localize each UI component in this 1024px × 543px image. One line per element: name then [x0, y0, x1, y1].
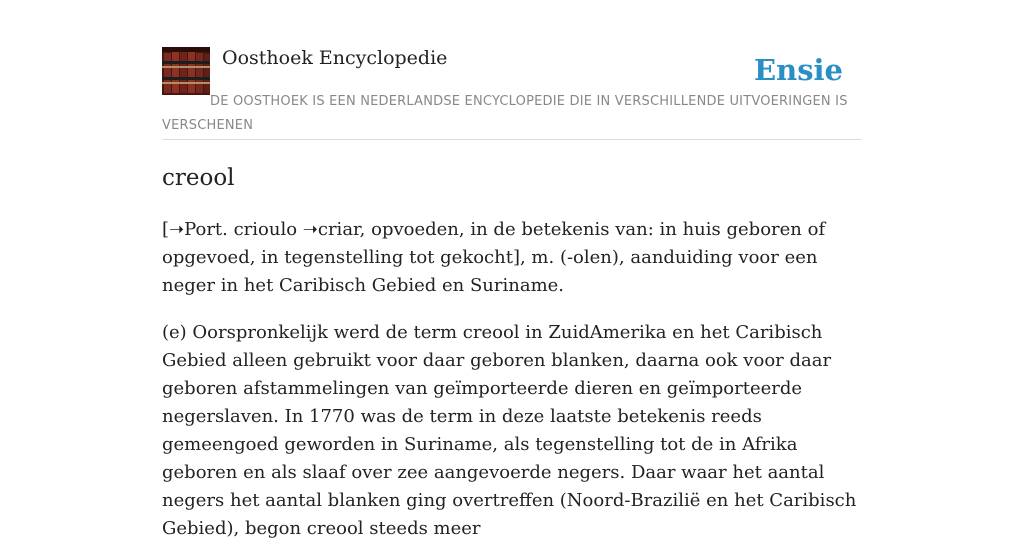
- article-paragraph: (e) Oorspronkelijk werd de term creool in ZuidAmerika en het Caribisch Gebied alleen gebruikt voor daar geboren blanken, daarna ook voor daar geboren afstammelingen van geïmporteerde dieren en geïmporteerde negerslaven. In 1770 was de term in deze laatste betekenis reeds gemeengoed geworden in Suriname, als tegenstelling tot de in Afrika geboren en als slaaf over zee aangevoerde negers. Daar waar het aantal negers het aantal blanken ging overtreffen (Noord-Brazilië en het Caribisch Gebied), begon creool steeds meer: [162, 322, 857, 539]
- article-title: creool: [162, 165, 235, 191]
- site-avatar[interactable]: [162, 47, 210, 95]
- article-paragraph: [➝Port. crioulo ➝criar, opvoeden, in de betekenis van: in huis geboren of opgevoed, in tegenstelling tot gekocht], m. (-olen), aanduiding voor een neger in het Caribisch Gebied en Suriname.: [162, 219, 826, 296]
- book-spines-icon: [162, 47, 210, 95]
- site-name[interactable]: Oosthoek Encyclopedie: [222, 47, 448, 69]
- brand-logo[interactable]: Ensie: [754, 53, 843, 87]
- site-tagline: DE OOSTHOEK IS EEN NEDERLANDSE ENCYCLOPEDIE DIE IN VERSCHILLENDE UITVOERINGEN IS VERSCHENEN: [162, 94, 848, 133]
- article: [162, 162, 862, 543]
- site-header: [162, 46, 862, 140]
